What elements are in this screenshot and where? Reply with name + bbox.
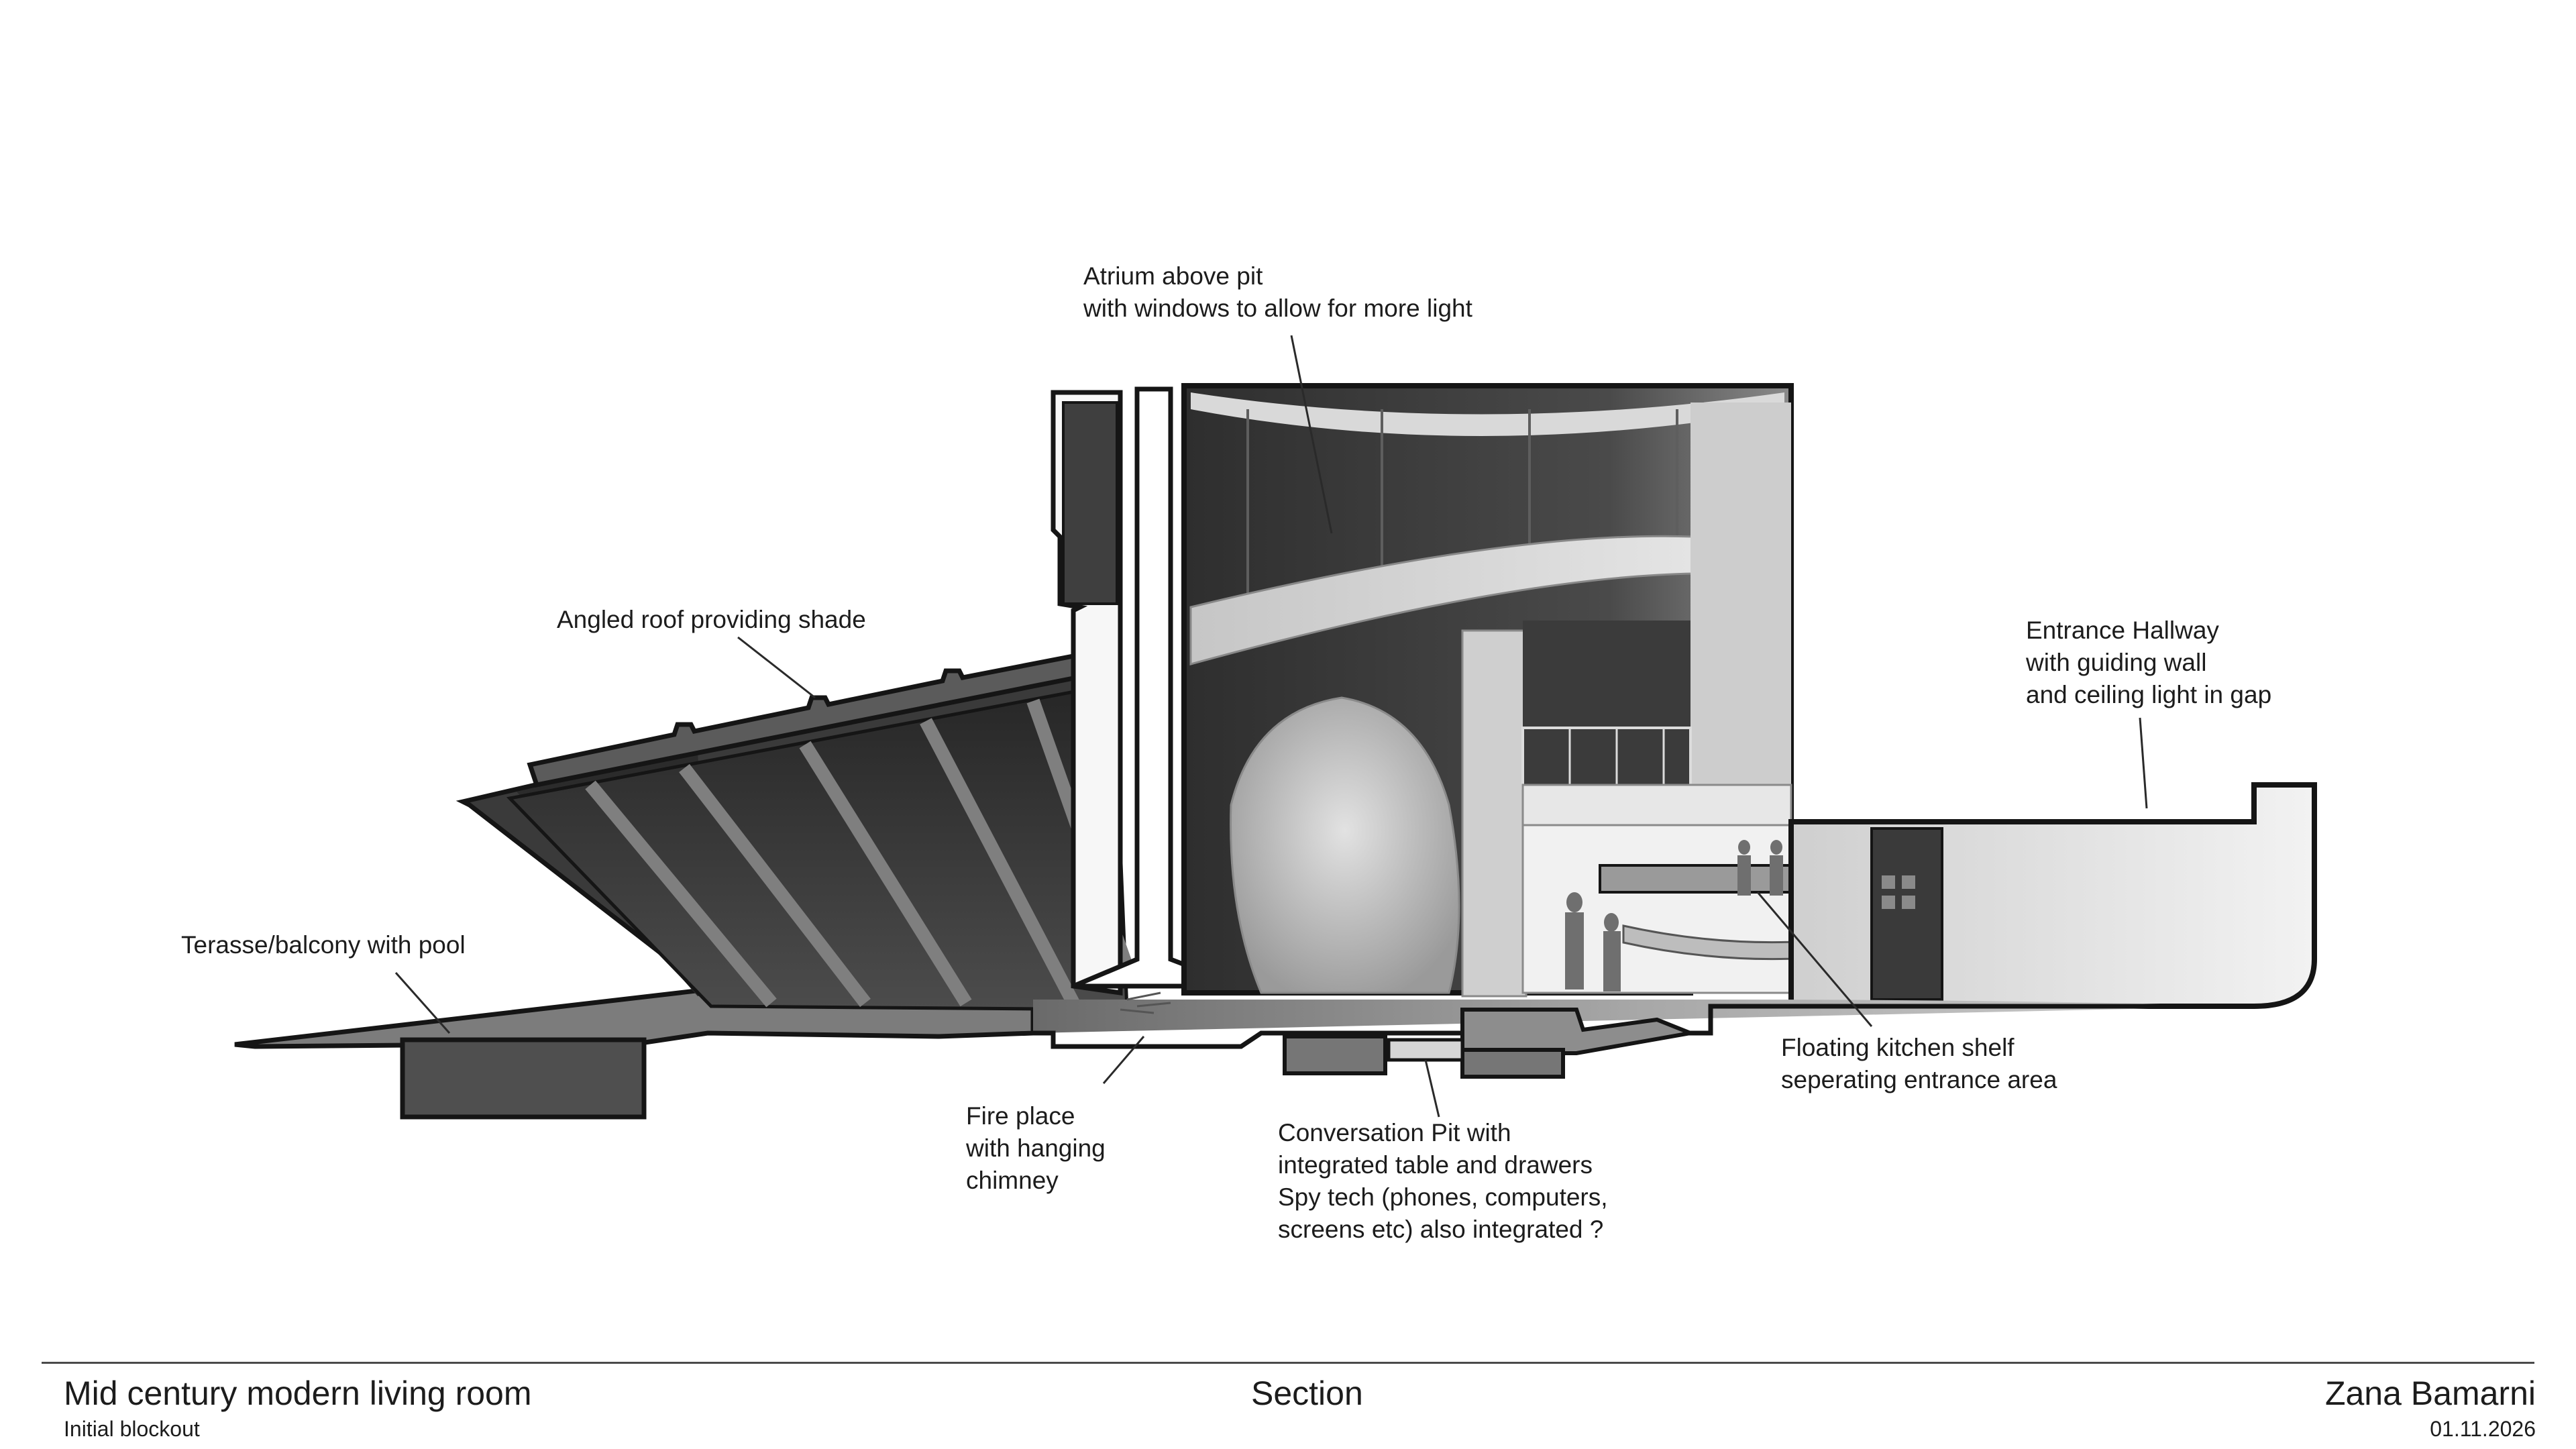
annotation-line: Terasse/balcony with pool [181, 931, 466, 959]
annotation-line: Floating kitchen shelf [1781, 1034, 2015, 1061]
leader-roof [738, 637, 815, 698]
project-title: Mid century modern living room [64, 1375, 532, 1412]
title-block-divider [42, 1362, 2534, 1364]
annotation-line: seperating entrance area [1781, 1066, 2057, 1093]
annotation-kitchen [1781, 1032, 2057, 1096]
annotation-roof [557, 604, 866, 636]
annotation-entrance [2026, 614, 2271, 711]
pool-basin [402, 1040, 644, 1117]
annotation-line: integrated table and drawers [1278, 1151, 1593, 1179]
entrance-hallway [1791, 785, 2314, 1006]
leader-pit [1426, 1060, 1439, 1117]
author-name: Zana Bamarni [2324, 1375, 2536, 1412]
annotation-line: screens etc) also integrated ? [1278, 1216, 1604, 1243]
annotation-line: Atrium above pit [1083, 262, 1263, 290]
leader-entrance [2140, 718, 2147, 808]
angled-roof-volume [463, 656, 1134, 1010]
annotation-atrium [1083, 260, 1472, 325]
drawing-type: Section [1251, 1375, 1363, 1412]
annotation-fireplace [966, 1100, 1106, 1197]
annotation-line: Fire place [966, 1102, 1075, 1130]
floor-and-pit [1033, 993, 2254, 1077]
annotation-terrace [181, 929, 466, 961]
annotation-line: and ceiling light in gap [2026, 681, 2272, 708]
annotation-line: chimney [966, 1167, 1059, 1194]
annotation-line: with windows to allow for more light [1083, 294, 1472, 322]
annotation-line: Angled roof providing shade [557, 606, 866, 633]
project-stage: Initial blockout [64, 1417, 200, 1441]
annotation-line: Conversation Pit with [1278, 1119, 1511, 1146]
leader-fireplace [1104, 1036, 1144, 1083]
drawing-date: 01.11.2026 [2430, 1417, 2536, 1441]
annotation-line: with guiding wall [2026, 649, 2207, 676]
annotation-line: with hanging [966, 1134, 1106, 1162]
annotation-line: Spy tech (phones, computers, [1278, 1183, 1608, 1211]
entrance-cabinet [1872, 828, 1942, 1000]
annotation-conversation-pit [1278, 1117, 1608, 1246]
pit-table [1389, 1040, 1462, 1060]
annotation-line: Entrance Hallway [2026, 616, 2219, 644]
